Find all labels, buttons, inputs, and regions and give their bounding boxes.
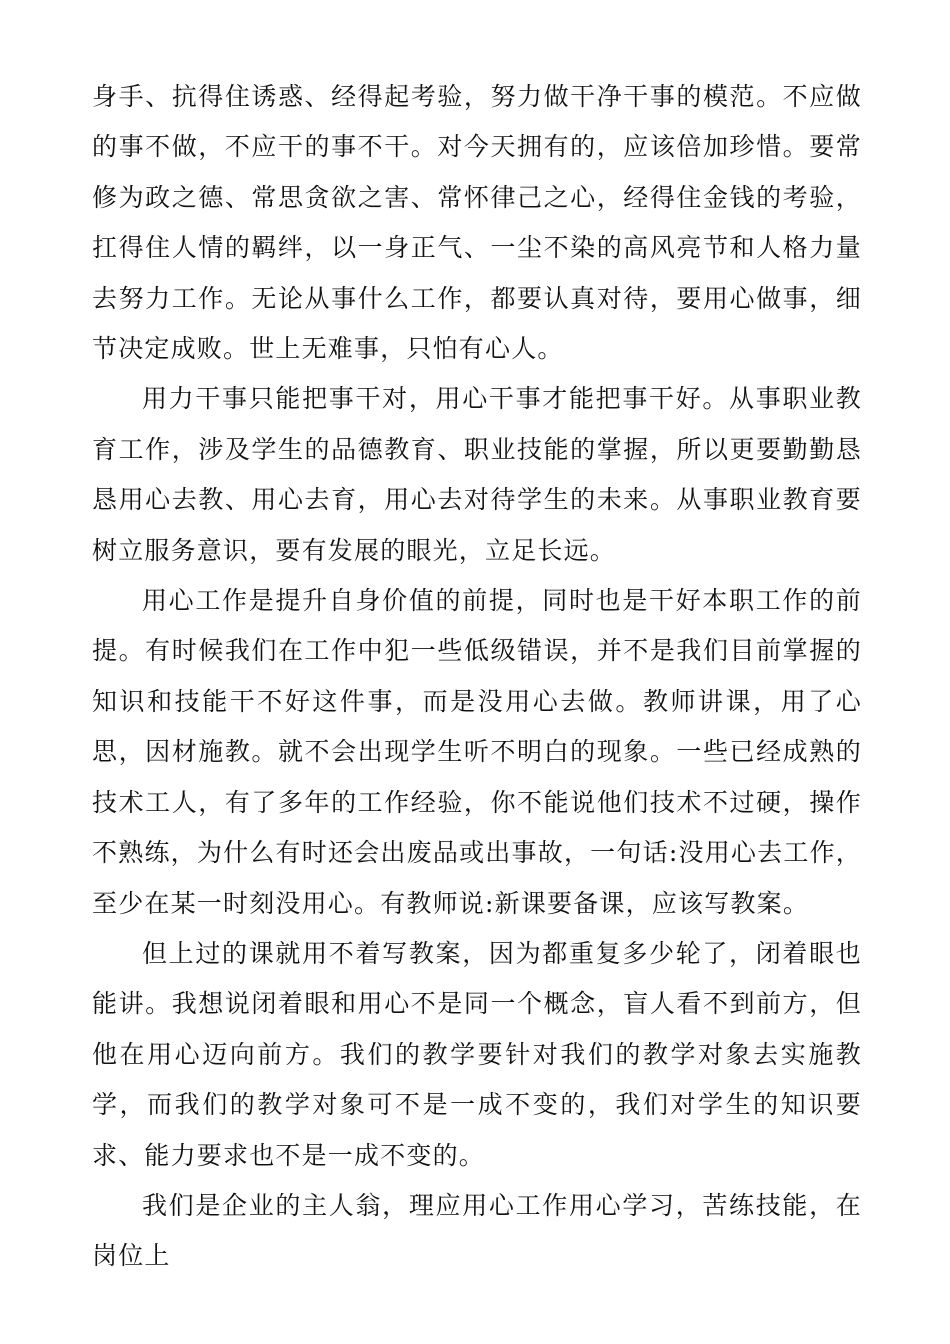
document-page (92, 72, 862, 1282)
paragraph-4: 但上过的课就用不着写教案，因为都重复多少轮了，闭着眼也能讲。我想说闭着眼和用心不是同一个概念，盲人看不到前方，但他在用心迈向前方。我们的教学要针对我们的教学对象去实施教学，而我们的教学对象可不是一成不变的，我们对学生的知识要求、能力要求也不是一成不变的。 (92, 938, 862, 1170)
paragraph-5: 我们是企业的主人翁，理应用心工作用心学习，苦练技能，在岗位上 (92, 1190, 862, 1271)
paragraph-2: 用力干事只能把事干对，用心干事才能把事干好。从事职业教育工作，涉及学生的品德教育、职业技能的掌握，所以更要勤勤恳恳用心去教、用心去育，用心去对待学生的未来。从事职业教育要树立服务意识，要有发展的眼光，立足长远。 (92, 384, 862, 565)
paragraph-1: 身手、抗得住诱惑、经得起考验，努力做干净干事的模范。不应做的事不做，不应干的事不干。对今天拥有的，应该倍加珍惜。要常修为政之德、常思贪欲之害、常怀律己之心，经得住金钱的考验，扛得住人情的羁绊，以一身正气、一尘不染的高风亮节和人格力量去努力工作。无论从事什么工作，都要认真对待，要用心做事，细节决定成败。世上无难事，只怕有心人。 (92, 82, 862, 364)
paragraph-3: 用心工作是提升自身价值的前提，同时也是干好本职工作的前提。有时候我们在工作中犯一些低级错误，并不是我们目前掌握的知识和技能干不好这件事，而是没用心去做。教师讲课，用了心思，因材施教。就不会出现学生听不明白的现象。一些已经成熟的技术工人，有了多年的工作经验，你不能说他们技术不过硬，操作不熟练，为什么有时还会出废品或出事故，一句话:没用心去工作，至少在某一时刻没用心。有教师说:新课要备课，应该写教案。 (92, 586, 862, 918)
